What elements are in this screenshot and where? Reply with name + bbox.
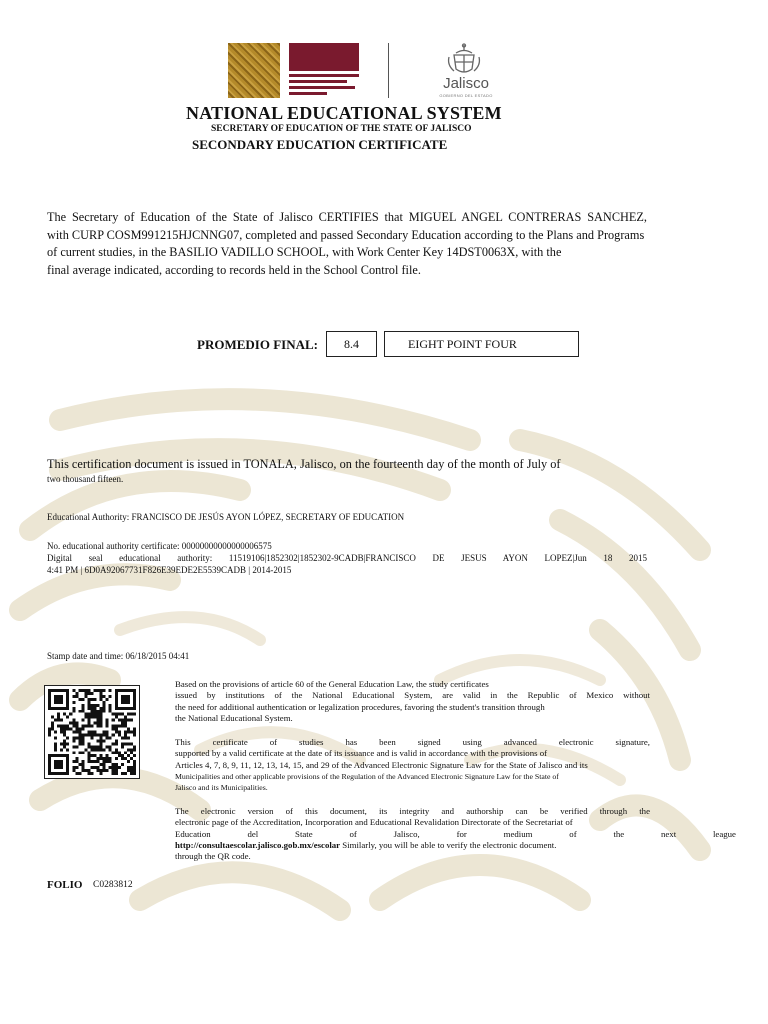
jalisco-logo-text: Jalisco	[443, 75, 489, 92]
digital-seal-line: Digital seal educational authority: 11519106|1852302|1852302-9CADB|FRANCISCO DE JESUS AYON LOPEZ|Jun 18 2015	[47, 553, 647, 563]
legal-spread-word: Education	[175, 828, 211, 839]
legal-line: through the QR code.	[175, 851, 251, 862]
issuance-year: two thousand fifteen.	[47, 474, 124, 484]
legal-spread-word: the	[613, 828, 625, 839]
certification-line: final average indicated, according to records held in the School Control file.	[47, 262, 421, 277]
certification-paragraph	[47, 209, 647, 279]
legal-spread-line	[175, 829, 736, 840]
legal-line: issued by institutions of the National Educational System, are valid in the Republic of Mexico without	[175, 690, 650, 701]
folio-value: C0283812	[93, 880, 133, 890]
legal-spread-word: for	[456, 828, 467, 839]
legal-paragraph-verification	[175, 806, 736, 862]
sep-logo-gold-block	[228, 43, 280, 98]
legal-line: the National Educational System.	[175, 712, 293, 723]
legal-spread-word: of	[569, 828, 577, 839]
folio-label: FOLIO	[47, 879, 83, 891]
legal-line: Articles 4, 7, 8, 9, 11, 12, 13, 14, 15, and 29 of the Advanced Electronic Signature Law for the State of Jalisco and its	[175, 759, 588, 770]
legal-line: supported by a valid certificate at the date of its issuance and is valid in accordance with the provisions of	[175, 748, 548, 759]
legal-line: Municipalities and other applicable provisions of the Regulation of the Advanced Electronic Signature Law for the State of	[175, 771, 559, 781]
legal-paragraph-signature	[175, 737, 650, 793]
legal-line: The electronic version of this document, its integrity and authorship can be verified through the	[175, 806, 650, 816]
logo-divider	[388, 43, 389, 98]
legal-spread-word: medium	[503, 828, 533, 839]
sep-logo-maroon-block	[289, 43, 359, 71]
legal-url-line	[175, 840, 650, 851]
legal-line: Based on the provisions of article 60 of the General Education Law, the study certificates	[175, 679, 489, 689]
legal-spread-word: Jalisco,	[393, 828, 420, 839]
stamp-date-time: Stamp date and time: 06/18/2015 04:41	[47, 651, 190, 661]
legal-line: the need for additional authentication or legalization procedures, favoring the student's transition through	[175, 701, 545, 712]
document-title: NATIONAL EDUCATIONAL SYSTEM	[186, 103, 502, 123]
certification-line: with CURP COSM991215HJCNNG07, completed and passed Secondary Education according to the Plans and Programs	[47, 227, 645, 242]
verification-qr-code[interactable]	[44, 685, 140, 779]
certification-line: The Secretary of Education of the State of Jalisco CERTIFIES that MIGUEL ANGEL CONTRERAS SANCHEZ,	[47, 210, 647, 224]
certificate-type: SECONDARY EDUCATION CERTIFICATE	[192, 137, 448, 152]
legal-spread-word: of	[349, 828, 357, 839]
certification-line: of current studies, in the BASILIO VADILLO SCHOOL, with Work Center Key 14DST0063X, with the	[47, 245, 562, 259]
authority-certificate-block	[47, 540, 647, 576]
legal-spread-word: State	[295, 828, 313, 839]
legal-line: Jalisco and its Municipalities.	[175, 783, 268, 793]
jalisco-crest-icon	[444, 43, 484, 78]
legal-line: This certificate of studies has been signed using advanced electronic signature,	[175, 737, 650, 747]
legal-paragraph-validity	[175, 679, 650, 724]
final-average-value: 8.4	[326, 331, 377, 357]
legal-spread-word: next	[661, 828, 677, 839]
issuance-statement: This certification document is issued in TONALA, Jalisco, on the fourteenth day of the month of July of	[47, 457, 561, 471]
legal-line: electronic page of the Accreditation, Incorporation and Educational Revalidation Directorate of the Secretariat of	[175, 817, 573, 828]
legal-after-url: Similarly, you will be able to verify the electronic document.	[340, 839, 557, 850]
verification-url-link[interactable]: http://consultaescolar.jalisco.gob.mx/escolar	[175, 839, 341, 850]
final-average-label: PROMEDIO FINAL:	[197, 337, 318, 352]
legal-spread-word: league	[712, 828, 736, 839]
document-subtitle: SECRETARY OF EDUCATION OF THE STATE OF JALISCO	[211, 124, 472, 134]
authority-cert-number: No. educational authority certificate: 00000000000000006575	[47, 541, 272, 551]
jalisco-logo-subtext: GOBIERNO DEL ESTADO	[439, 93, 493, 98]
final-average-words: EIGHT POINT FOUR	[384, 331, 579, 357]
sep-logo-text-bars	[289, 74, 361, 100]
legal-spread-word: del	[247, 828, 259, 839]
digital-seal-line: 4:41 PM | 6D0A92067731F826E39EDE2E5539CADB | 2014-2015	[47, 565, 292, 575]
educational-authority: Educational Authority: FRANCISCO DE JESÚS AYON LÓPEZ, SECRETARY OF EDUCATION	[47, 512, 405, 522]
